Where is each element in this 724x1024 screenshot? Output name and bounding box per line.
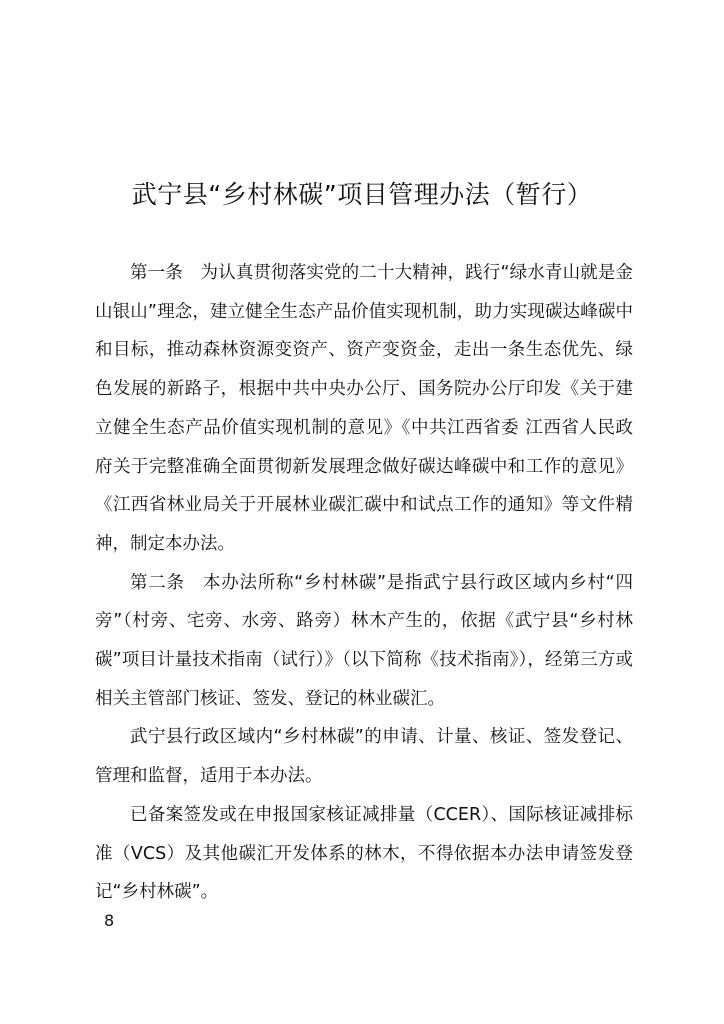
document-title: 武宁县“乡村林碳”项目管理办法（暂行）	[131, 180, 593, 209]
page-number: 8	[104, 911, 115, 930]
document-body	[95, 254, 633, 912]
paragraph-article-2: 第二条 本办法所称“乡村林碳”是指武宁县行政区域内乡村“四旁”（村旁、宅旁、水旁、路旁）林木产生的，依据《武宁县“乡村林碳”项目计量技术指南（试行）》（以下简称《技术指南》），经第三方或相关主管部门核证、签发、登记的林业碳汇。	[95, 572, 633, 709]
paragraph-article-1: 第一条 为认真贯彻落实党的二十大精神，践行“绿水青山就是金山银山”理念，建立健全生态产品价值实现机制，助力实现碳达峰碳中和目标，推动森林资源变资产、资产变资金，走出一条生态优先、绿色发展的新路子，根据中共中央办公厅、国务院办公厅印发《关于建立健全生态产品价值实现机制的意见》《中共江西省委 江西省人民政府关于完整准确全面贯彻新发展理念做好碳达峰碳中和工作的意见》《江西省林业局关于开展林业碳汇碳中和试点工作的通知》等文件精神，制定本办法。	[95, 263, 633, 554]
paragraph-scope: 武宁县行政区域内“乡村林碳”的申请、计量、核证、签发登记、管理和监督，适用于本办法。	[95, 727, 633, 787]
paragraph-exclusion: 已备案签发或在申报国家核证减排量（CCER）、国际核证减排标准（VCS）及其他碳汇开发体系的林木，不得依据本办法申请签发登记“乡村林碳”。	[95, 804, 633, 903]
